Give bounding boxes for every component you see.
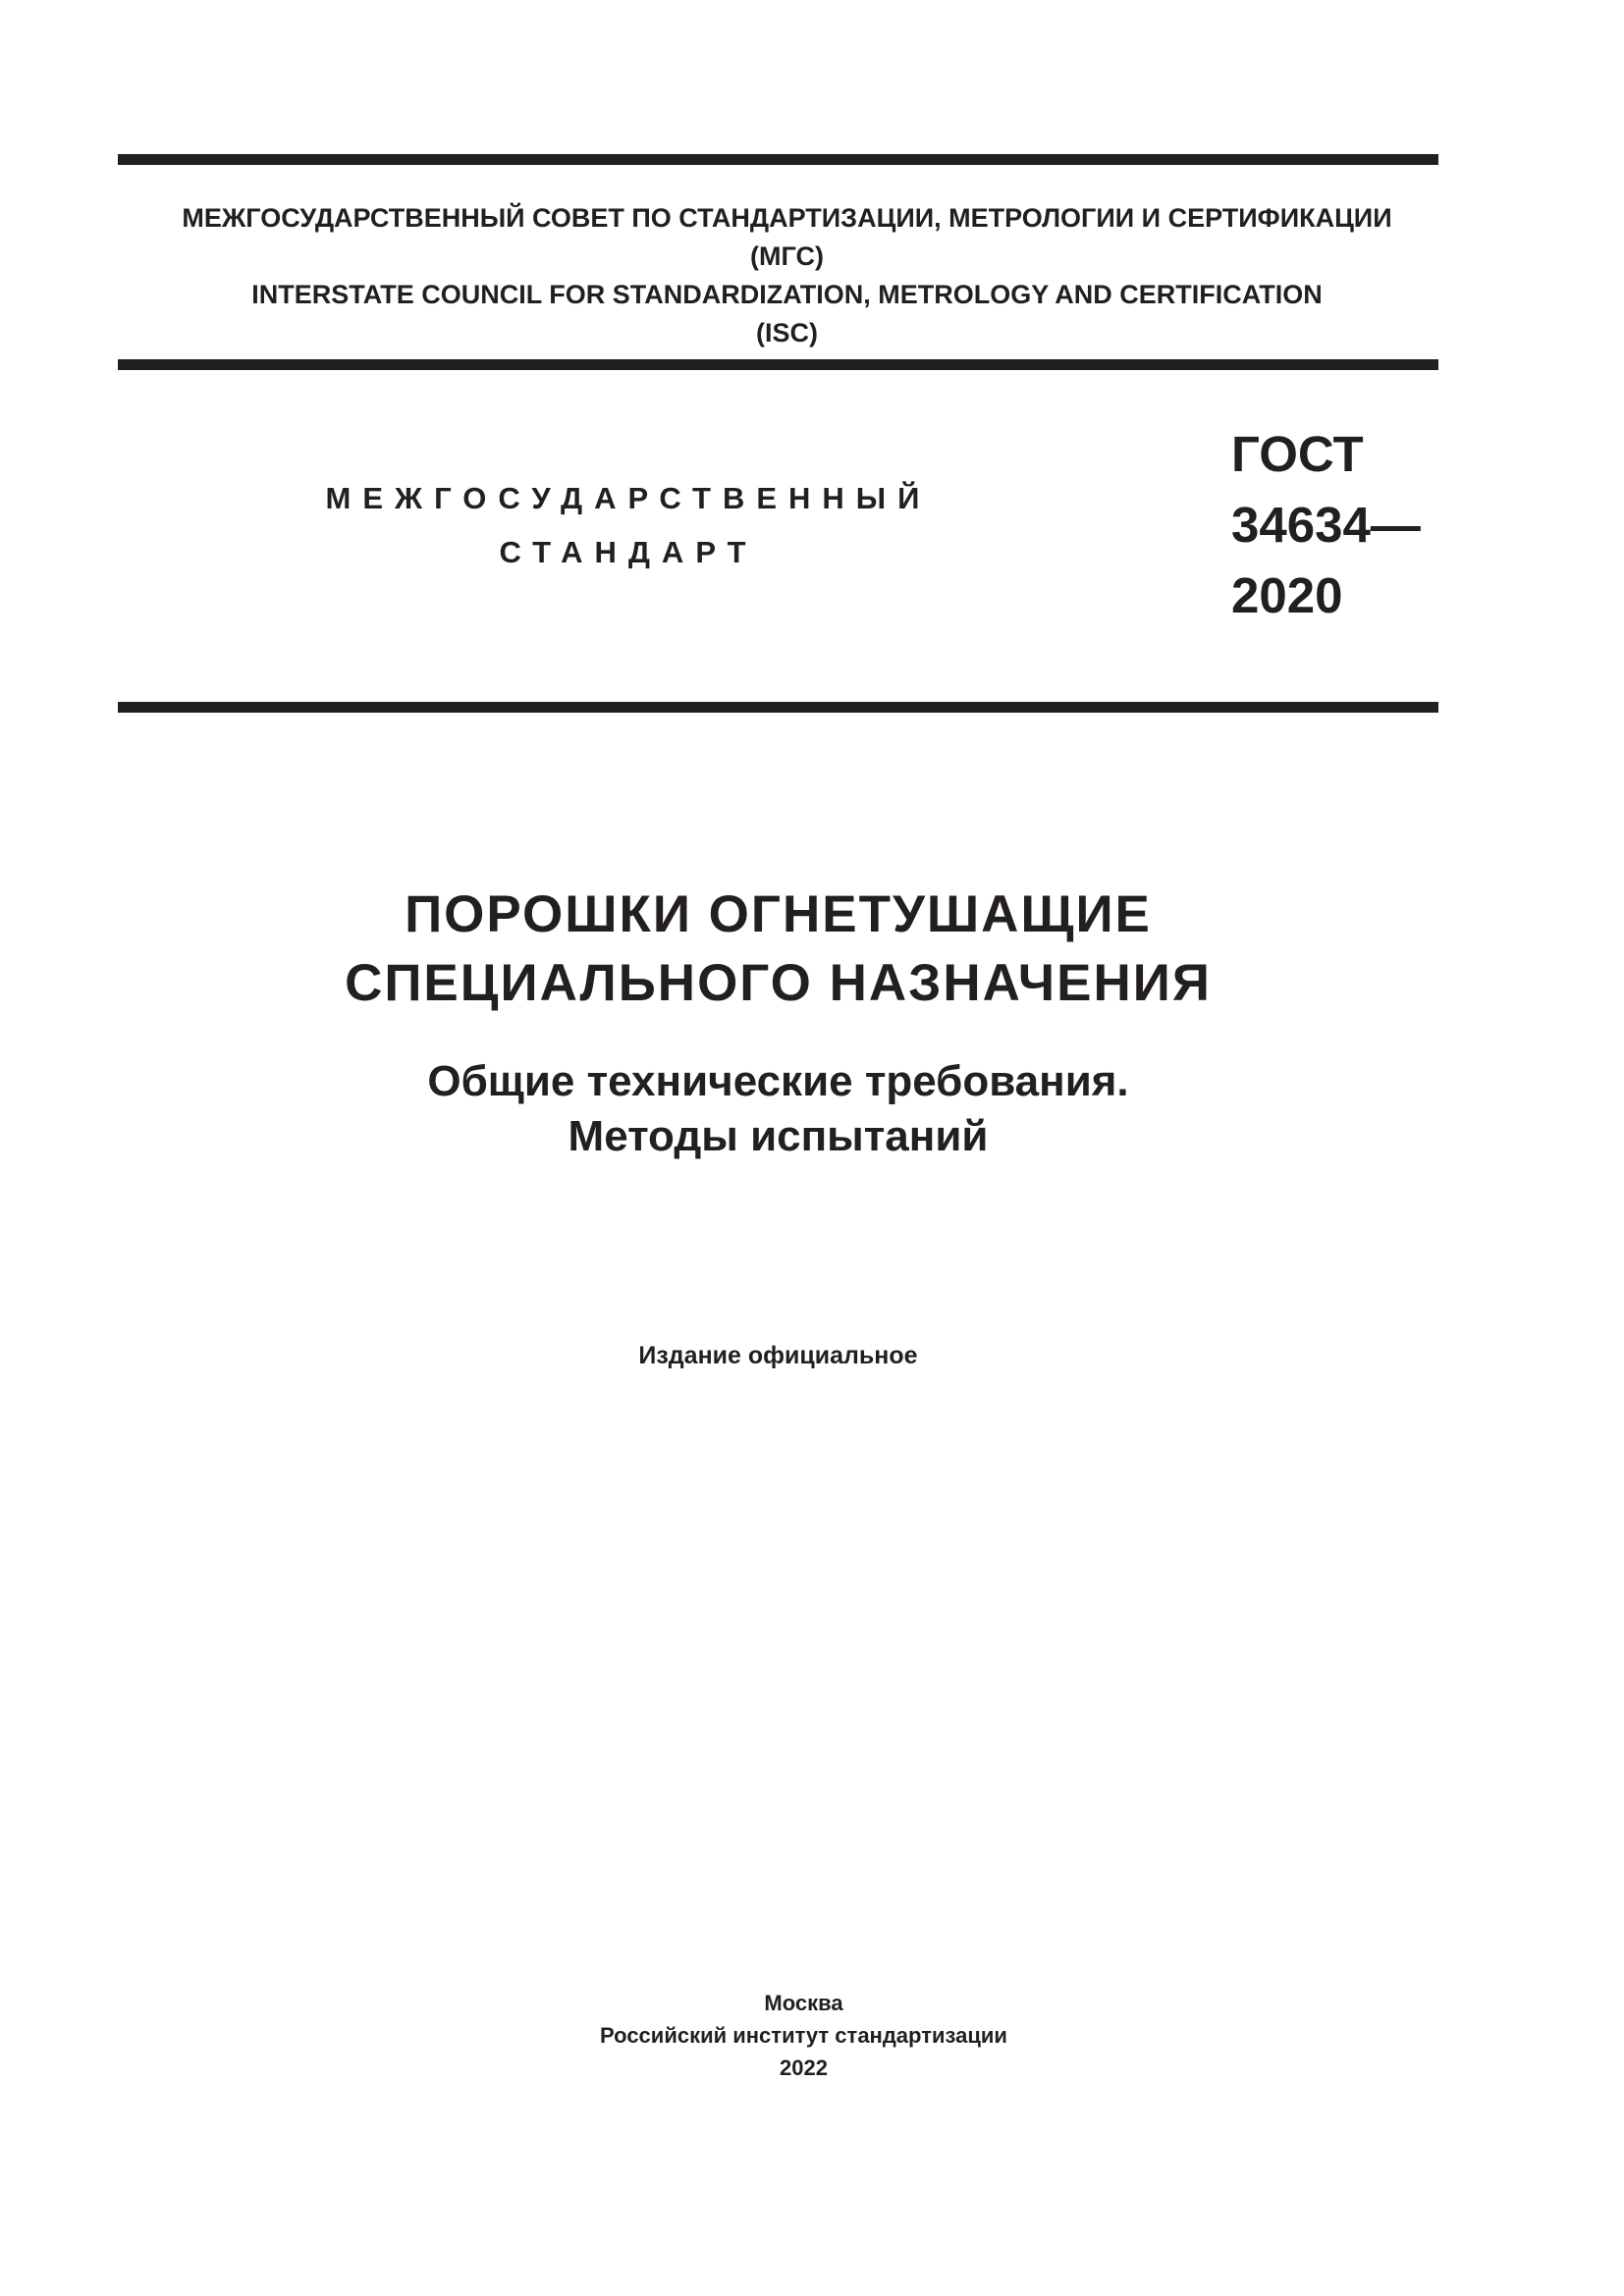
middle-rule — [118, 359, 1438, 370]
document-title — [118, 881, 1438, 1018]
standard-kind — [275, 471, 982, 579]
document-subtitle-line1: Общие технические требования. — [427, 1057, 1129, 1105]
council-abbr-en: (ISC) — [756, 318, 818, 347]
standard-code-line3: 2020 — [1231, 567, 1343, 623]
edition-note: Издание официальное — [638, 1342, 918, 1369]
document-subtitle — [118, 1054, 1438, 1164]
standard-kind-line2: СТАНДАРТ — [499, 535, 758, 569]
standard-code-line2: 34634— — [1231, 497, 1421, 553]
council-name-ru: МЕЖГОСУДАРСТВЕННЫЙ СОВЕТ ПО СТАНДАРТИЗАЦИИ, МЕТРОЛОГИИ И СЕРТИФИКАЦИИ — [182, 203, 1392, 233]
document-subtitle-line2: Методы испытаний — [568, 1112, 989, 1160]
council-header — [118, 199, 1456, 352]
document-title-line2: СПЕЦИАЛЬНОГО НАЗНАЧЕНИЯ — [345, 954, 1212, 1012]
top-rule — [118, 154, 1438, 165]
standard-code — [1231, 419, 1421, 631]
imprint — [118, 1987, 1489, 2084]
standard-kind-line1: МЕЖГОСУДАРСТВЕННЫЙ — [325, 481, 932, 515]
document-title-line1: ПОРОШКИ ОГНЕТУШАЩИЕ — [405, 885, 1152, 943]
bottom-rule — [118, 702, 1438, 713]
imprint-city: Москва — [764, 1991, 843, 2015]
imprint-publisher: Российский институт стандартизации — [600, 2023, 1007, 2048]
imprint-year: 2022 — [780, 2056, 828, 2080]
council-name-en: INTERSTATE COUNCIL FOR STANDARDIZATION, METROLOGY AND CERTIFICATION — [251, 280, 1323, 309]
standard-code-line1: ГОСТ — [1231, 426, 1364, 482]
council-abbr-ru: (МГС) — [750, 241, 824, 271]
